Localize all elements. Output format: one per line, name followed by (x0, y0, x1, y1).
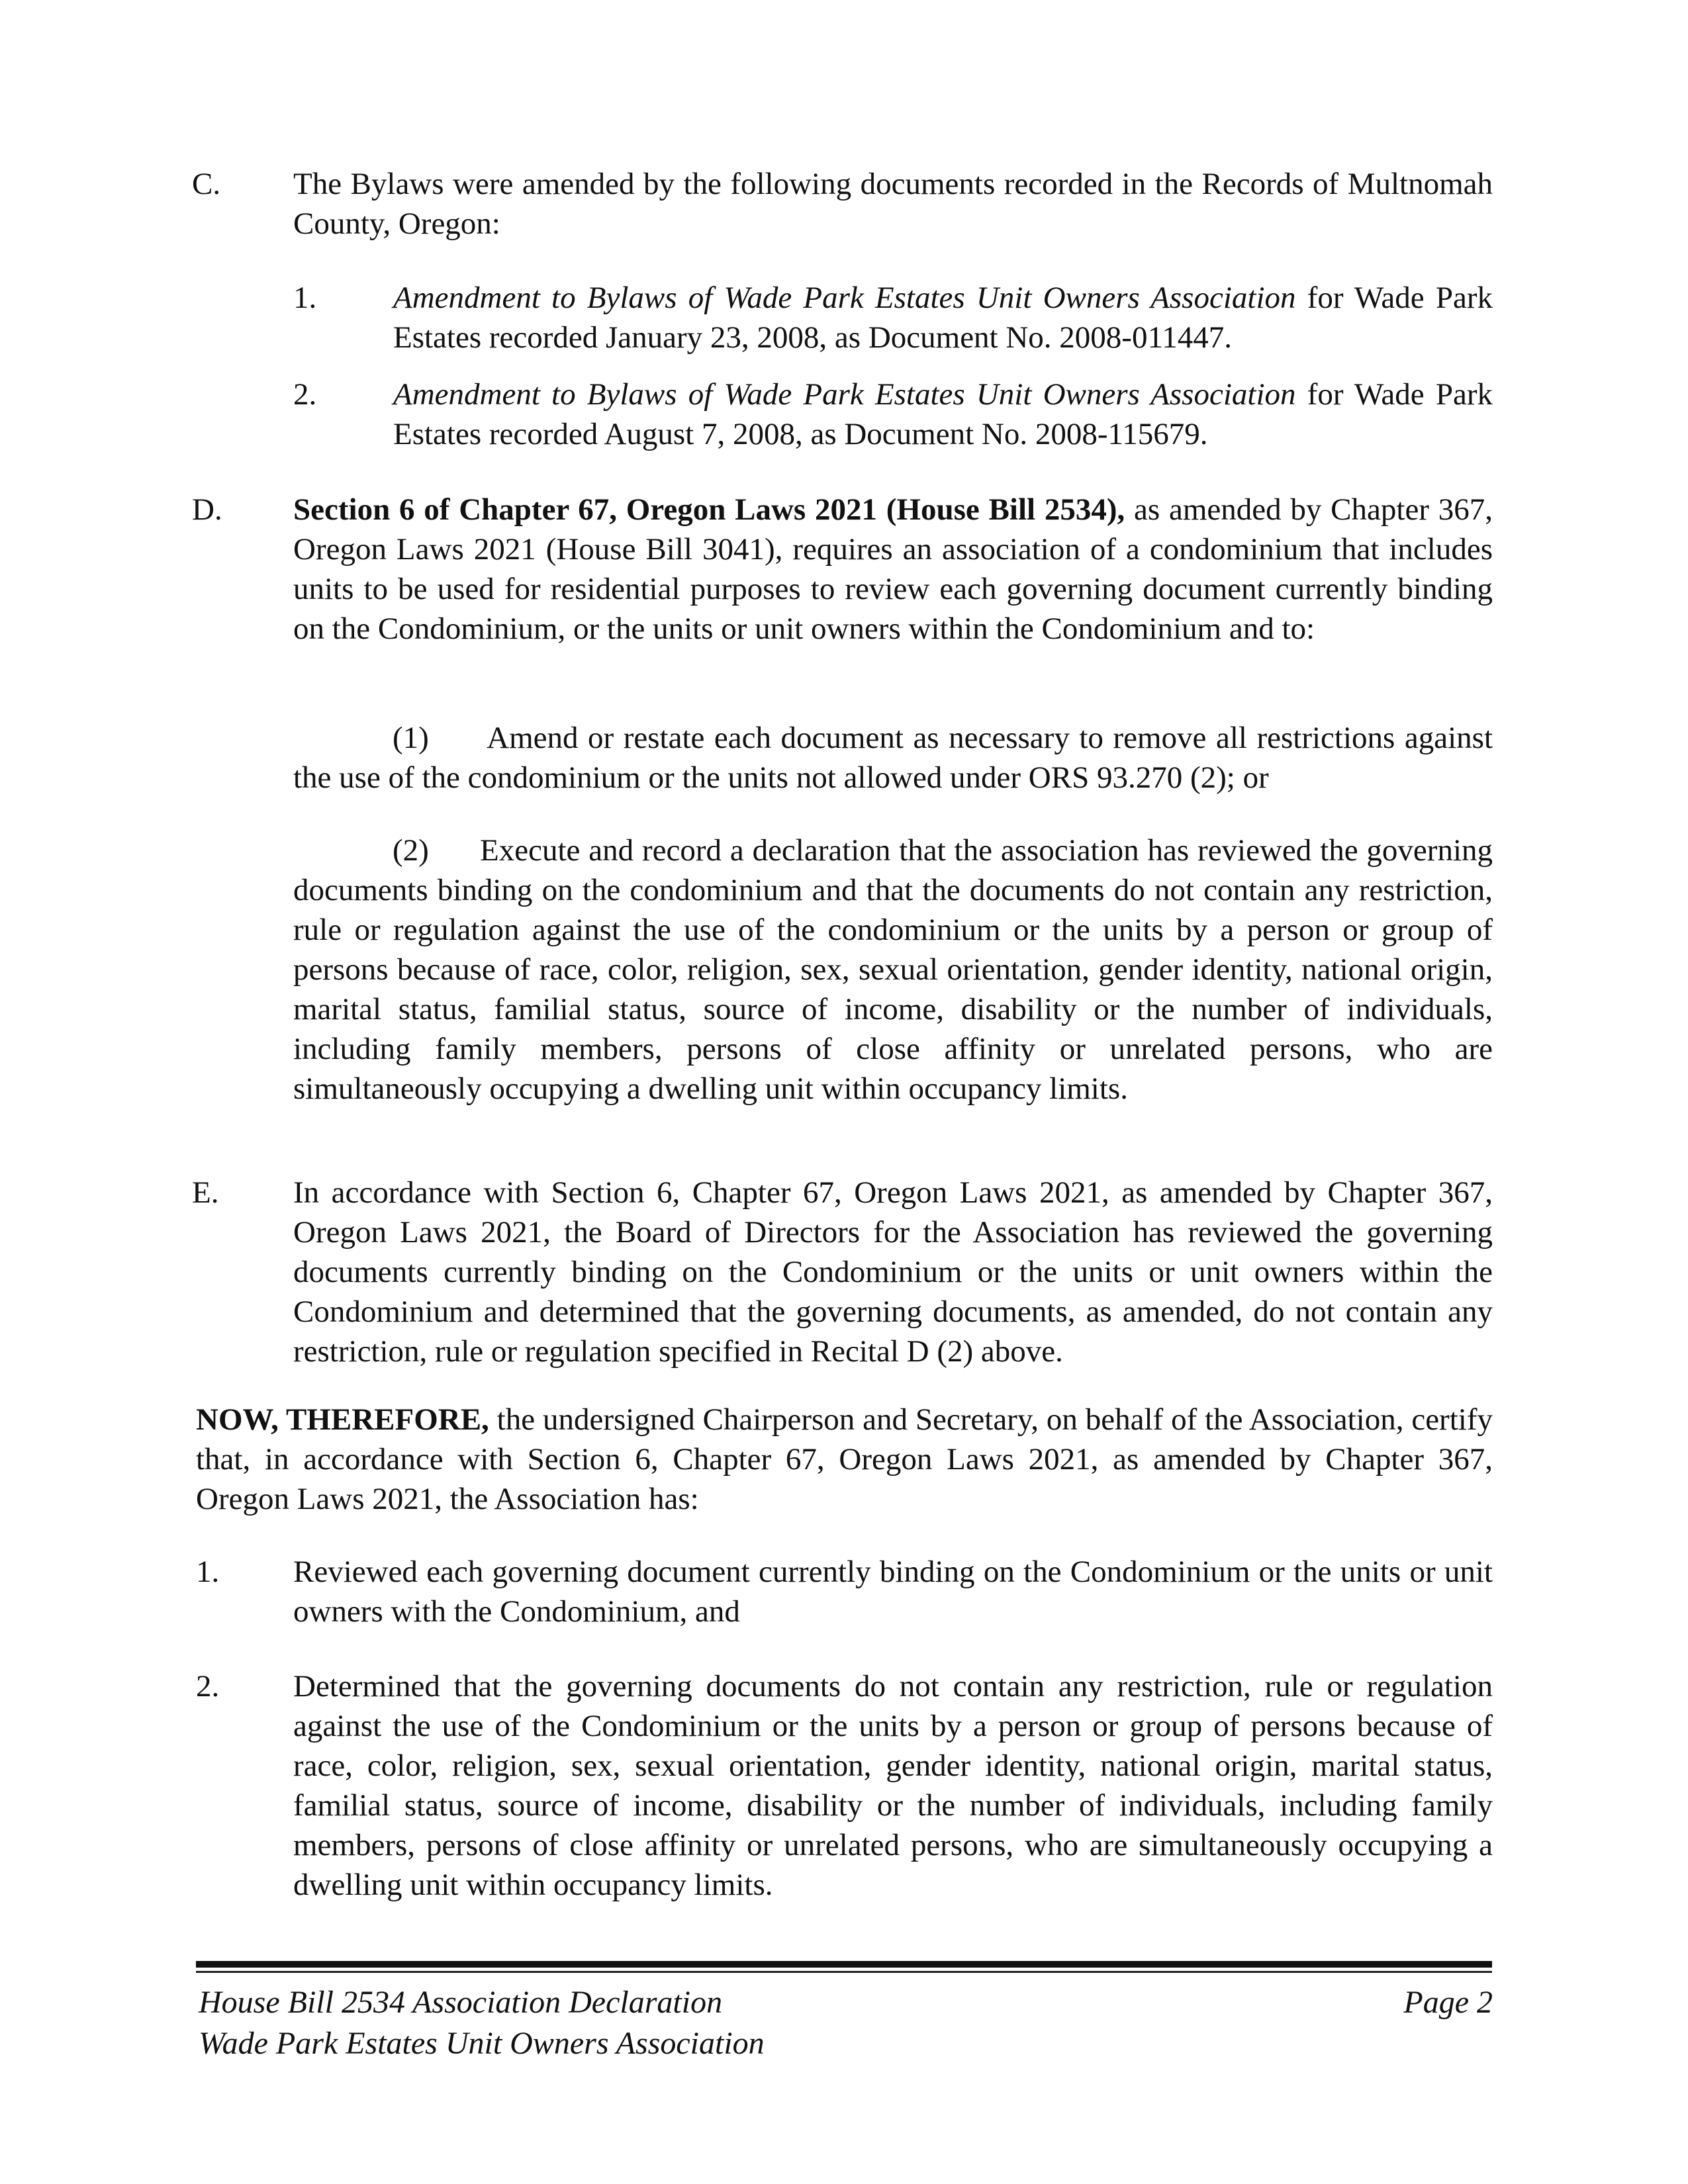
section-d-body: as amended by Chapter 367, Oregon Laws 2021 (House Bill 3041), requires an association of a condominium that includes units to be used for residential purposes to review each governing document currently binding on the Condominium, or the units or unit owners within the Condominium and to: (293, 492, 1493, 646)
section-c-item-2-label: 2. (293, 377, 317, 412)
now-therefore-bold-lead: NOW, THEREFORE, (196, 1402, 489, 1437)
section-d-label: D. (192, 492, 222, 527)
section-c-item-2-title: Amendment to Bylaws of Wade Park Estates Unit Owners Association (393, 377, 1296, 412)
section-c-item-2 (393, 375, 1493, 454)
now-therefore-paragraph (196, 1400, 1493, 1519)
section-c-item-1 (393, 278, 1493, 357)
finding-2-text: Determined that the governing documents do not contain any restriction, rule or regulation against the use of the Condominium or the units by a person or group of persons because of race, color, religion, sex, sexual orientation, gender identity, national origin, marital status, familial status, source of income, disability or the number of individuals, including family members, persons of close affinity or unrelated persons, who are simultaneously occupying a dwelling unit within occupancy limits. (293, 1669, 1493, 1902)
section-c-item-2-rest: for Wade Park Estates recorded August 7, 2008, as Document No. 2008-115679. (393, 377, 1493, 451)
section-d-sub-2 (293, 831, 1493, 1109)
section-d-sub-2-label: (2) (393, 833, 429, 868)
section-c-item-1-rest: for Wade Park Estates recorded January 23, 2008, as Document No. 2008-011447. (393, 281, 1493, 355)
section-c-label: C. (192, 167, 221, 201)
section-d-sub-2-text: Execute and record a declaration that the association has reviewed the governing documents binding on the condominium and that the documents do not contain any restriction, rule or regulation against the use of the condominium or the units by a person or group of persons because of race, color, religion, sex, sexual orientation, gender identity, national origin, marital status, familial status, source of income, disability or the number of individuals, including family members, persons of close affinity or unrelated persons, who are simultaneously occupying a dwelling unit within occupancy limits. (293, 833, 1493, 1106)
section-d-sub-1-label: (1) (393, 721, 429, 755)
section-c-item-1-label: 1. (293, 281, 317, 315)
section-e-label: E. (192, 1175, 219, 1210)
section-d-bold-lead: Section 6 of Chapter 67, Oregon Laws 2021 (House Bill 2534), (293, 492, 1125, 527)
now-therefore-text: the undersigned Chairperson and Secretary, on behalf of the Association, certify that, in accordance with Section 6, Chapter 67, Oregon Laws 2021, as amended by Chapter 367, Oregon Laws 2021, the Association has: (196, 1402, 1493, 1516)
footer-association: Wade Park Estates Unit Owners Association (199, 2026, 765, 2061)
section-d-text (293, 490, 1493, 649)
section-e-text: In accordance with Section 6, Chapter 67, Oregon Laws 2021, as amended by Chapter 367, Oregon Laws 2021, the Board of Directors for the Association has reviewed the governing documents currently binding on the Condominium or the units or unit owners within the Condominium and determined that the governing documents, as amended, do not contain any restriction, rule or regulation specified in Recital D (2) above. (293, 1175, 1493, 1369)
footer-rule-thin (196, 1971, 1492, 1973)
section-d-sub-1-text: Amend or restate each document as necessary to remove all restrictions against the use of the condominium or the units not allowed under ORS 93.270 (2); or (293, 721, 1493, 795)
footer-title: House Bill 2534 Association Declaration (199, 1985, 723, 2020)
finding-1-label: 1. (196, 1555, 220, 1589)
finding-2-label: 2. (196, 1669, 220, 1704)
section-c-item-1-title: Amendment to Bylaws of Wade Park Estates Unit Owners Association (393, 281, 1296, 315)
footer (199, 1982, 1493, 2064)
page-number: Page 2 (1403, 1985, 1493, 2020)
section-d-sub-1 (293, 718, 1493, 797)
finding-1-text: Reviewed each governing document currently binding on the Condominium or the units or unit owners with the Condominium, and (293, 1555, 1493, 1629)
section-c-text: The Bylaws were amended by the following documents recorded in the Records of Multnomah County, Oregon: (293, 167, 1493, 241)
footer-rule-thick (196, 1961, 1492, 1968)
